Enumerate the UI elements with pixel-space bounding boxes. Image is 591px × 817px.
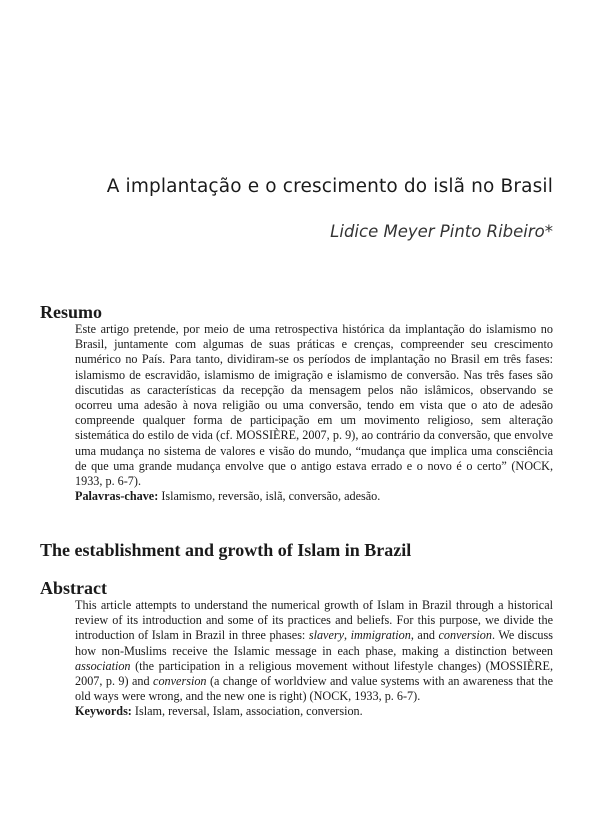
- abstract-text: [75, 598, 553, 720]
- english-title: The establishment and growth of Islam in Brazil: [40, 540, 412, 560]
- abstract-term-conversion: conversion: [153, 674, 207, 689]
- resumo-text: [75, 322, 553, 504]
- article-title: A implantação e o crescimento do islã no Brasil: [106, 176, 553, 197]
- resumo-heading: Resumo: [40, 302, 102, 322]
- abstract-text-part-1: This article attempts to understand the numerical growth of Islam in Brazil through a historical review of its introduction and some of its practices and beliefs. For this purpose, we divide the introduction of Islam in Brazil in three phases:: [75, 598, 553, 643]
- abstract-term-association: association: [75, 658, 131, 673]
- abstract-text-part-2: . We discuss how non-Muslims receive the Islamic message in each phase, making a distinction between: [75, 628, 553, 658]
- abstract-separator-2: , and: [410, 628, 439, 643]
- abstract-term-slavery: slavery: [308, 628, 345, 643]
- author-name: Lidice Meyer Pinto Ribeiro*: [330, 222, 553, 241]
- abstract-keywords: Islam, reversal, Islam, association, conversion.: [134, 704, 363, 719]
- abstract-text-part-4: (a change of worldview and value systems with an awareness that the old ways were wrong, and the new one is right) (NOCK, 1933, p. 6-7).: [75, 674, 553, 704]
- abstract-term-conversion-phase: conversion: [438, 628, 492, 643]
- abstract-term-immigration: immigration: [350, 628, 411, 643]
- resumo-body: Este artigo pretende, por meio de uma retrospectiva histórica da implantação do islamismo no Brasil, juntamente com algumas de suas práticas e crenças, compreender seu crescimento numérico no País. Para tanto, dividiram-se os períodos de implantação no Brasil em três fases: islamismo de escravidão, islamismo de imigração e islamismo de conversão. Nas três fases são discutidas as características da recepção da mensagem pelos não islâmicos, observando se ocorreu uma adesão à nova religião ou uma conversão, tendo em vista que o ato de adesão compreende qualquer forma de participação em um movimento religioso, sem alteração sistemática do estilo de vida (cf. MOSSIÈRE, 2007, p. 9), ao contrário da conversão, que envolve uma mudança no sistema de valores e visão do mundo, “mudança que implica uma consciência de que uma grande mudança envolve que o antigo estava errado e o novo é o certo” (NOCK, 1933, p. 6-7).: [75, 322, 553, 489]
- resumo-keywords-label: Palavras-chave:: [75, 489, 159, 504]
- abstract-text-part-3: (the participation in a religious movement without lifestyle changes) (MOSSIÈRE, 2007, p. 9) and: [75, 658, 553, 689]
- resumo-keywords: Islamismo, reversão, islã, conversão, adesão.: [161, 489, 381, 504]
- abstract-heading: Abstract: [40, 578, 107, 598]
- abstract-separator-1: ,: [344, 628, 351, 643]
- abstract-keywords-label: Keywords:: [75, 704, 132, 719]
